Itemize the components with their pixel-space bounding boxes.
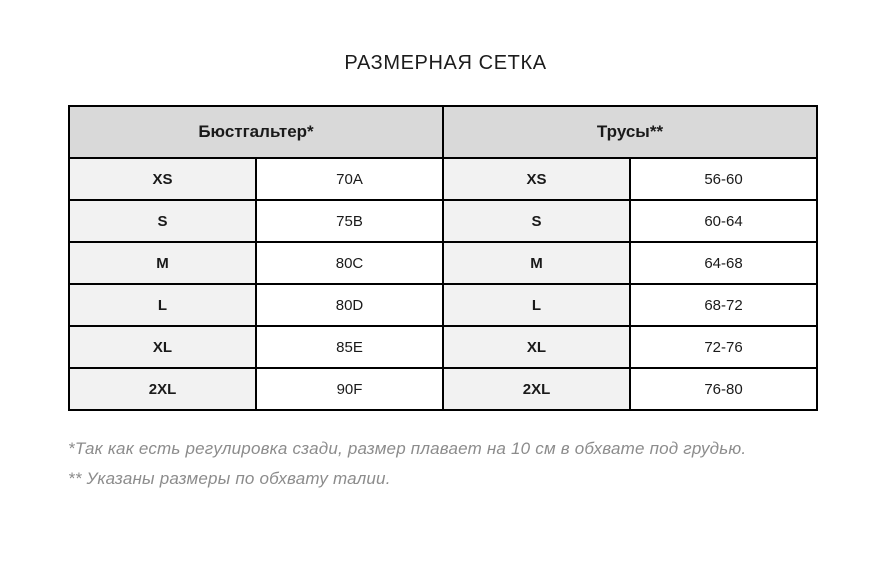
size-value-cell: 56-60 (630, 158, 817, 200)
footnote-panties: ** Указаны размеры по обхвату талии. (68, 469, 391, 488)
size-table-body (69, 158, 817, 410)
column-header-panties: Трусы** (443, 106, 817, 158)
size-label-cell: XS (443, 158, 630, 200)
table-row (69, 326, 817, 368)
size-value-cell: 68-72 (630, 284, 817, 326)
size-label-cell: L (443, 284, 630, 326)
size-label-cell: L (69, 284, 256, 326)
table-row (69, 242, 817, 284)
footnote-bra: *Так как есть регулировка сзади, размер плавает на 10 см в обхвате под грудью. (68, 439, 747, 458)
table-row (69, 158, 817, 200)
size-label-cell: M (69, 242, 256, 284)
size-label-cell: M (443, 242, 630, 284)
table-row (69, 284, 817, 326)
table-row (69, 368, 817, 410)
size-label-cell: S (69, 200, 256, 242)
header-row (69, 106, 817, 158)
size-label-cell: XL (443, 326, 630, 368)
size-value-cell: 75B (256, 200, 443, 242)
footnotes (68, 439, 891, 489)
size-value-cell: 80C (256, 242, 443, 284)
size-value-cell: 64-68 (630, 242, 817, 284)
size-table (68, 105, 818, 411)
size-label-cell: 2XL (69, 368, 256, 410)
size-value-cell: 90F (256, 368, 443, 410)
size-value-cell: 80D (256, 284, 443, 326)
size-label-cell: XL (69, 326, 256, 368)
size-table-header (69, 106, 817, 158)
size-value-cell: 72-76 (630, 326, 817, 368)
size-label-cell: S (443, 200, 630, 242)
size-value-cell: 70A (256, 158, 443, 200)
size-value-cell: 60-64 (630, 200, 817, 242)
size-value-cell: 76-80 (630, 368, 817, 410)
column-header-bra: Бюстгальтер* (69, 106, 443, 158)
size-value-cell: 85E (256, 326, 443, 368)
size-label-cell: XS (69, 158, 256, 200)
page-title: РАЗМЕРНАЯ СЕТКА (344, 52, 547, 74)
size-label-cell: 2XL (443, 368, 630, 410)
table-row (69, 200, 817, 242)
size-chart-page (0, 52, 891, 489)
